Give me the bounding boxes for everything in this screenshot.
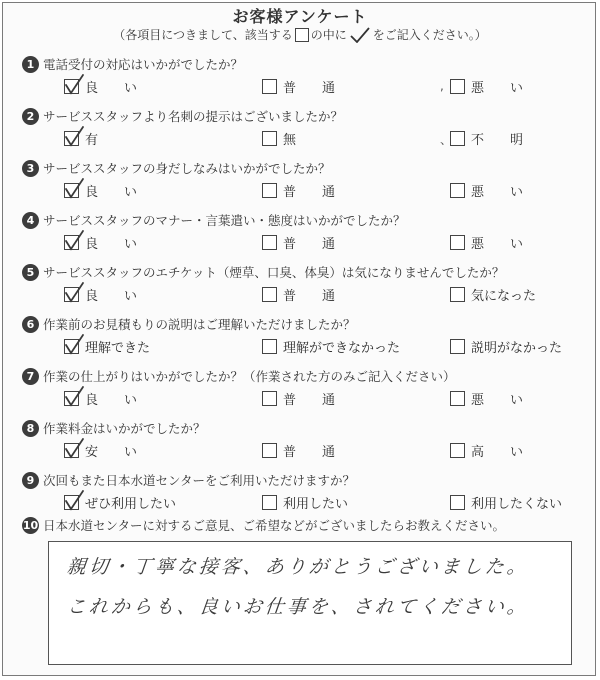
- option-label: 良 い: [85, 81, 138, 96]
- checkbox[interactable]: [262, 495, 277, 510]
- instruction-text: [0, 26, 600, 43]
- question-number: 2: [22, 108, 39, 125]
- option-label: 良 い: [85, 393, 138, 408]
- checkbox[interactable]: [64, 287, 79, 302]
- option-label: 利用したい: [283, 497, 349, 512]
- option-label: 無: [283, 133, 297, 148]
- checkbox[interactable]: [64, 131, 79, 146]
- question-text: 作業料金はいかがでしたか？: [43, 421, 206, 436]
- checkbox[interactable]: [450, 443, 465, 458]
- instruction-before: （各項目につきまして、該当する: [113, 28, 293, 42]
- instruction-after: をご記入ください。）: [372, 28, 487, 42]
- checkbox[interactable]: [450, 287, 465, 302]
- question-number: 10: [22, 518, 39, 532]
- question-5: [22, 262, 582, 307]
- checkbox[interactable]: [64, 183, 79, 198]
- option-label: 説明がなかった: [471, 341, 563, 356]
- checkbox[interactable]: [262, 391, 277, 406]
- question-text: サービススタッフの身だしなみはいかがでしたか？: [43, 161, 331, 176]
- option-label: 普 通: [283, 393, 336, 408]
- checkbox[interactable]: [450, 339, 465, 354]
- option-1[interactable]: [64, 441, 137, 460]
- question-text: 電話受付の対応はいかがでしたか？: [43, 57, 244, 72]
- checkbox[interactable]: [450, 183, 465, 198]
- option-label: 良 い: [85, 185, 138, 200]
- question-text: 作業前のお見積もりの説明はご理解いただけましたか？: [43, 317, 356, 332]
- option-3[interactable]: [450, 493, 562, 512]
- option-label: 良 い: [85, 237, 138, 252]
- option-label: 悪 い: [471, 185, 524, 200]
- option-label: 有: [85, 133, 99, 148]
- checkbox[interactable]: [262, 131, 277, 146]
- question-text: サービススタッフより名刺の提示はございましたか？: [43, 109, 344, 124]
- option-label: 悪 い: [471, 81, 524, 96]
- option-label: ぜひ利用したい: [85, 497, 177, 512]
- handwritten-comment-line-1: 親切・丁寧な接客、ありがとうございました。: [65, 556, 531, 578]
- question-4: [22, 210, 582, 255]
- option-2[interactable]: [262, 493, 348, 512]
- checkbox[interactable]: [450, 235, 465, 250]
- option-label: 普 通: [283, 289, 336, 304]
- separator-mark: ,: [440, 79, 444, 93]
- checkbox[interactable]: [64, 235, 79, 250]
- option-label: 悪 い: [471, 393, 524, 408]
- option-3[interactable]: [450, 441, 523, 460]
- question-9: [22, 470, 582, 515]
- checkbox[interactable]: [450, 495, 465, 510]
- checkbox[interactable]: [64, 495, 79, 510]
- question-number: 5: [22, 264, 39, 281]
- question-number: 1: [22, 56, 39, 73]
- answer-options: [22, 441, 582, 463]
- checkbox[interactable]: [450, 79, 465, 94]
- answer-options: [22, 285, 582, 307]
- option-label: 普 通: [283, 445, 336, 460]
- checkbox[interactable]: [450, 391, 465, 406]
- question-2: [22, 106, 582, 151]
- handwritten-check-icon: [63, 125, 85, 147]
- checkbox[interactable]: [262, 235, 277, 250]
- option-3[interactable]: [450, 77, 523, 96]
- question-number: 3: [22, 160, 39, 177]
- option-3[interactable]: [450, 129, 523, 148]
- option-label: 悪 い: [471, 237, 524, 252]
- example-box-icon: [295, 28, 309, 42]
- answer-options: [22, 389, 582, 411]
- checkbox[interactable]: [64, 339, 79, 354]
- option-2[interactable]: [262, 233, 335, 252]
- checkbox[interactable]: [64, 79, 79, 94]
- checkbox[interactable]: [262, 443, 277, 458]
- handwritten-check-icon: [63, 437, 85, 459]
- question-number: 6: [22, 316, 39, 333]
- checkbox[interactable]: [262, 339, 277, 354]
- question-10: [22, 515, 582, 535]
- question-8: [22, 418, 582, 463]
- instruction-middle: の中に: [310, 28, 347, 42]
- answer-options: [22, 233, 582, 255]
- question-6: [22, 314, 582, 359]
- option-2[interactable]: [262, 181, 335, 200]
- answer-options: [22, 493, 582, 515]
- option-label: 普 通: [283, 237, 336, 252]
- checkbox[interactable]: [262, 79, 277, 94]
- option-1[interactable]: [64, 77, 137, 96]
- handwritten-check-icon: [63, 333, 85, 355]
- question-text: 次回もまた日本水道センターをご利用いただけますか？: [43, 473, 356, 488]
- comment-answer-box[interactable]: [48, 541, 572, 665]
- answer-options: [22, 181, 582, 203]
- answer-options: [22, 337, 582, 359]
- example-check-icon: [349, 27, 371, 43]
- checkbox[interactable]: [64, 443, 79, 458]
- checkbox[interactable]: [262, 183, 277, 198]
- handwritten-check-icon: [63, 489, 85, 511]
- option-label: 普 通: [283, 185, 336, 200]
- handwritten-check-icon: [63, 385, 85, 407]
- option-1[interactable]: [64, 233, 137, 252]
- option-1[interactable]: [64, 181, 137, 200]
- option-label: 良 い: [85, 289, 138, 304]
- option-2[interactable]: [262, 285, 335, 304]
- handwritten-check-icon: [63, 229, 85, 251]
- question-number: 8: [22, 420, 39, 437]
- question-text: 作業の仕上がりはいかがでしたか？（作業された方のみご記入ください）: [43, 369, 456, 384]
- option-3[interactable]: [450, 389, 523, 408]
- option-1[interactable]: [64, 129, 98, 148]
- option-1[interactable]: [64, 285, 137, 304]
- question-number: 7: [22, 368, 39, 385]
- handwritten-comment-line-2: これからも、良いお仕事を、されてください。: [65, 596, 531, 618]
- question-text: サービススタッフのエチケット（煙草、口臭、体臭）は気になりませんでしたか？: [43, 265, 505, 280]
- question-number: 4: [22, 212, 39, 229]
- answer-options: [22, 77, 582, 99]
- option-label: 安 い: [85, 445, 138, 460]
- question-3: [22, 158, 582, 203]
- option-label: 普 通: [283, 81, 336, 96]
- option-label: 気になった: [471, 289, 537, 304]
- option-2[interactable]: [262, 441, 335, 460]
- question-text: サービススタッフのマナー・言葉遣い・態度はいかがでしたか？: [43, 213, 406, 228]
- option-label: 理解できた: [85, 341, 151, 356]
- option-1[interactable]: [64, 337, 150, 356]
- option-3[interactable]: [450, 233, 523, 252]
- checkbox[interactable]: [64, 391, 79, 406]
- answer-options: [22, 129, 582, 151]
- option-3[interactable]: [450, 337, 562, 356]
- option-label: 不 明: [471, 133, 524, 148]
- option-2[interactable]: [262, 129, 296, 148]
- option-label: 高 い: [471, 445, 524, 460]
- handwritten-check-icon: [63, 281, 85, 303]
- option-2[interactable]: [262, 389, 335, 408]
- option-2[interactable]: [262, 337, 400, 356]
- option-1[interactable]: [64, 389, 137, 408]
- question-text: 日本水道センターに対するご意見、ご希望などがございましたらお教えください。: [43, 518, 506, 533]
- handwritten-check-icon: [63, 73, 85, 95]
- option-3[interactable]: [450, 181, 523, 200]
- option-label: 利用したくない: [471, 497, 563, 512]
- option-2[interactable]: [262, 77, 335, 96]
- option-label: 理解ができなかった: [283, 341, 401, 356]
- survey-title: お客様アンケート: [232, 7, 368, 26]
- checkbox[interactable]: [450, 131, 465, 146]
- option-1[interactable]: [64, 493, 176, 512]
- separator-mark: 、: [440, 133, 453, 147]
- option-3[interactable]: [450, 285, 536, 304]
- handwritten-check-icon: [63, 177, 85, 199]
- question-number: 9: [22, 472, 39, 489]
- question-1: [22, 54, 582, 99]
- checkbox[interactable]: [262, 287, 277, 302]
- question-7: [22, 366, 582, 411]
